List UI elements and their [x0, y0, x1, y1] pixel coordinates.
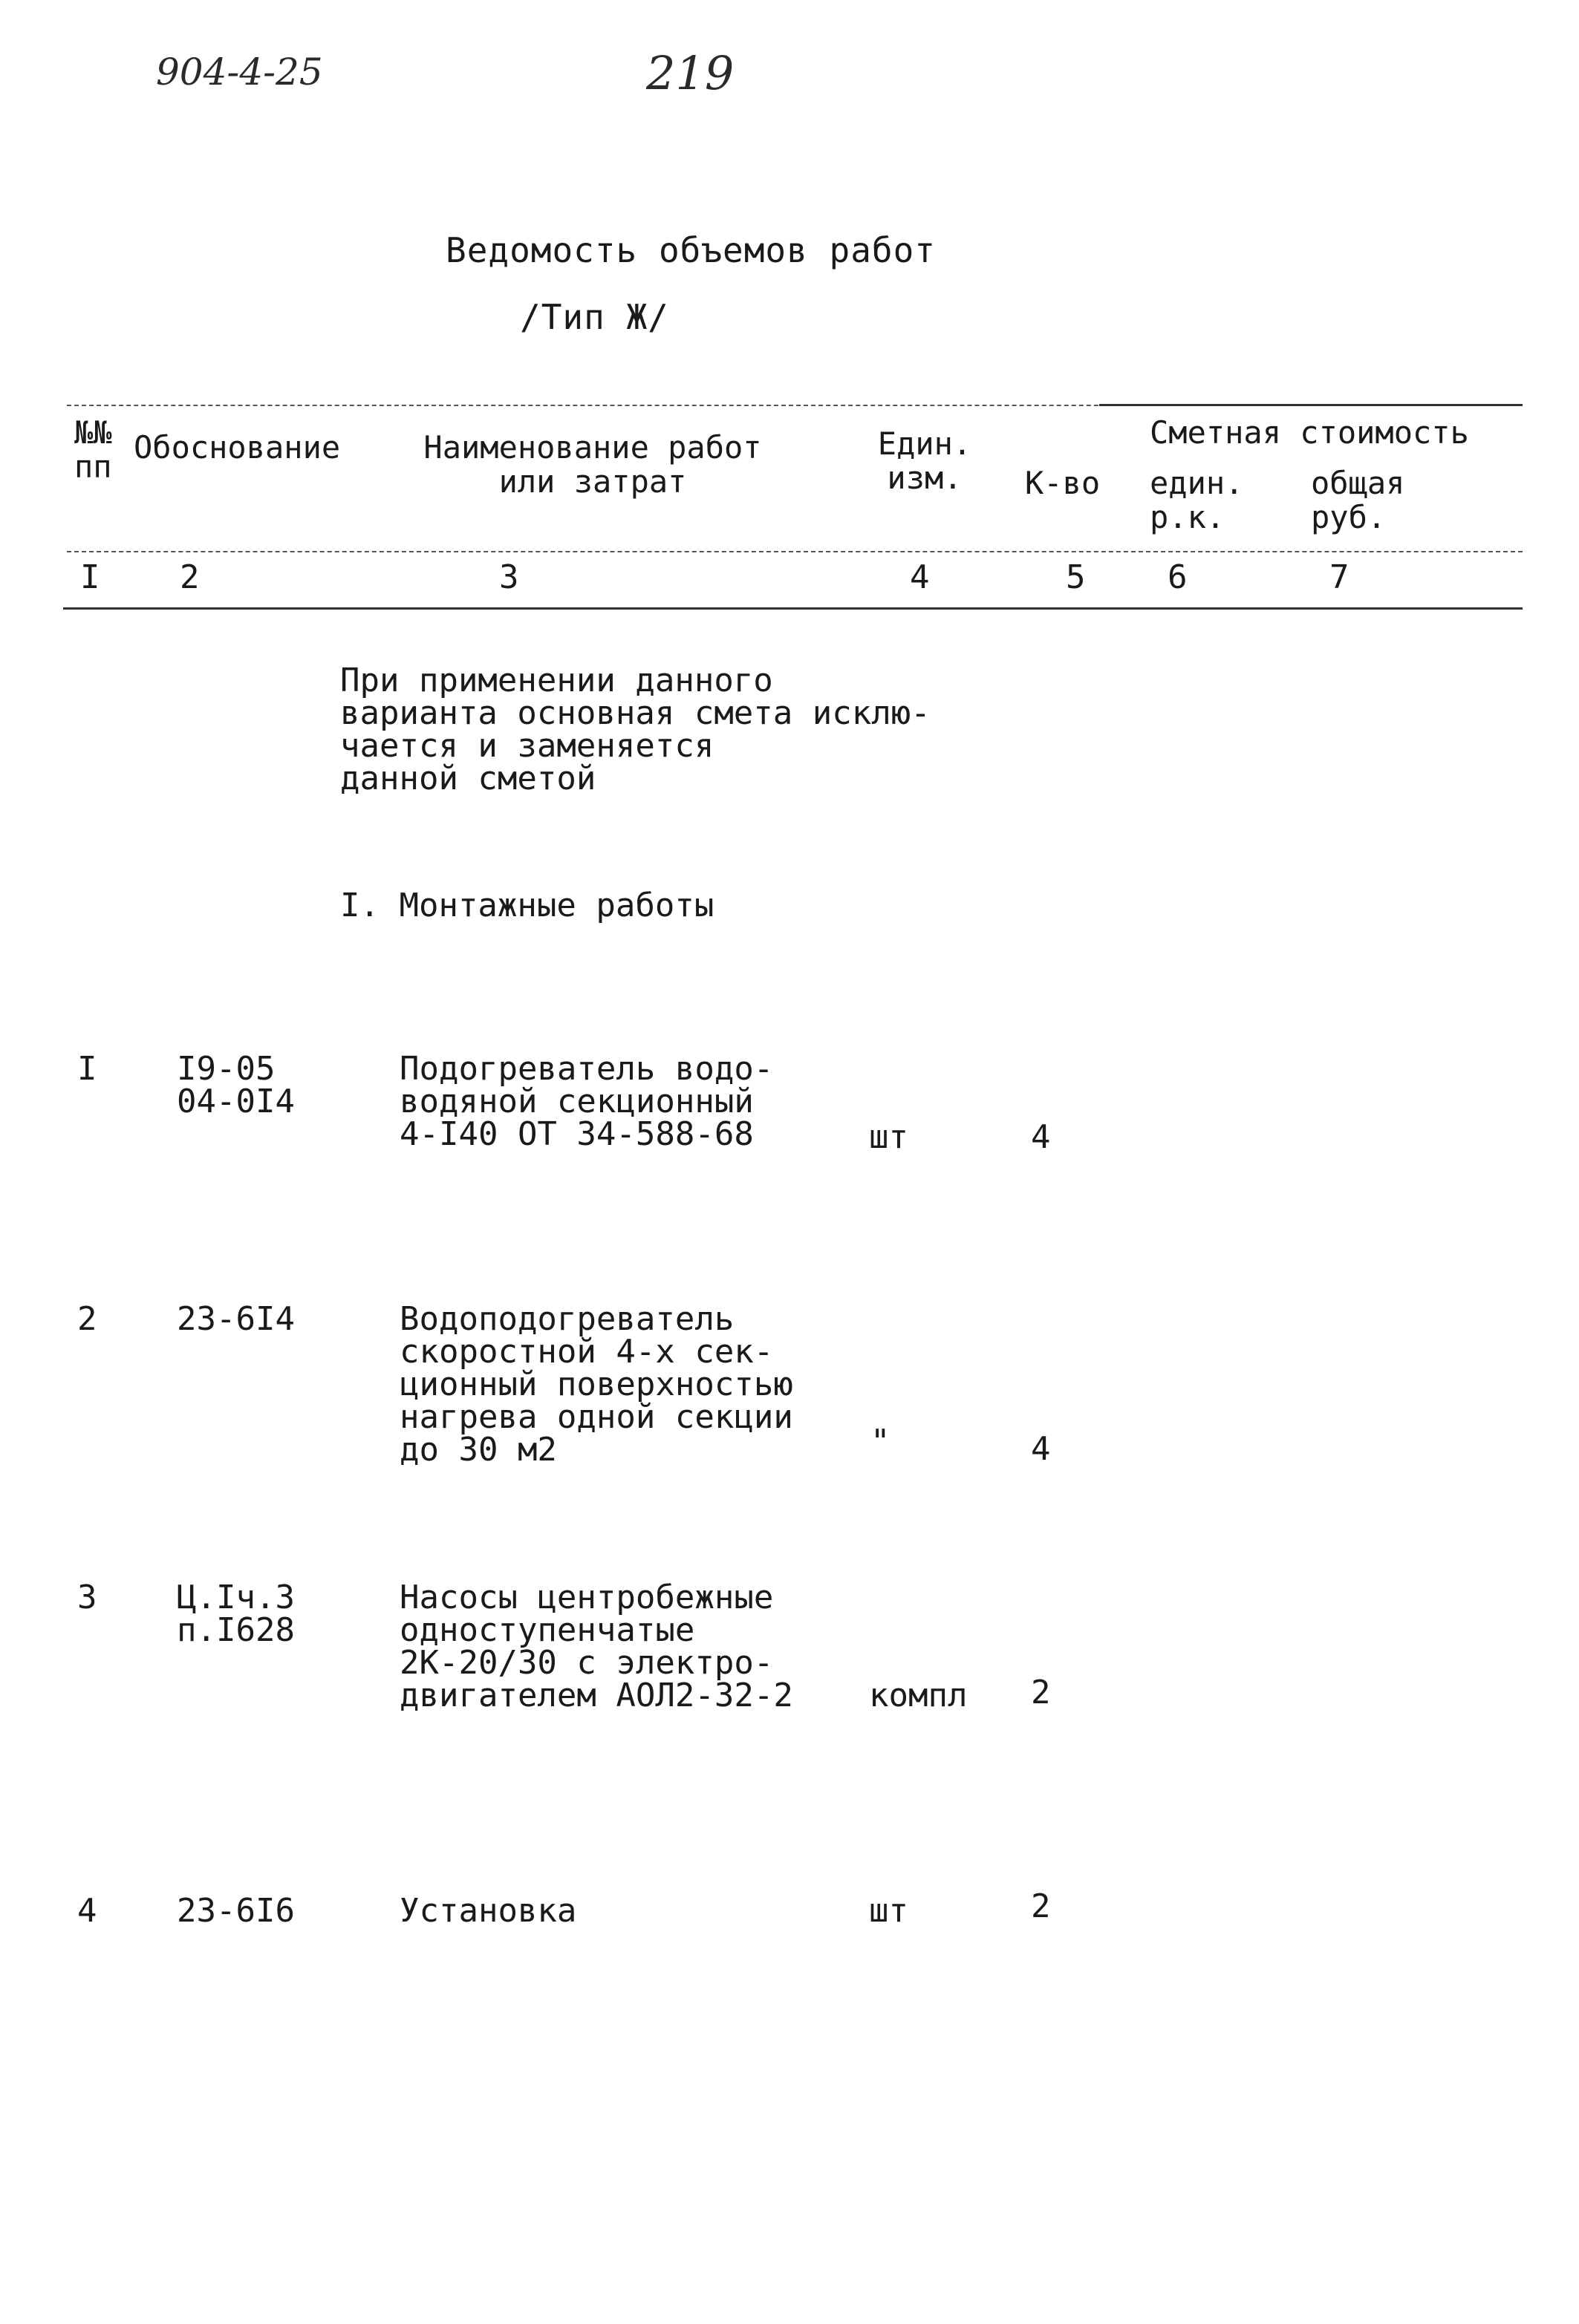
header-name: Наименование работ или затрат — [423, 429, 762, 500]
column-number: 6 — [1168, 558, 1188, 596]
header-mid-rule — [67, 551, 1523, 552]
handwritten-code: 904-4-25 — [156, 50, 323, 94]
row-qty: 4 — [1031, 1430, 1051, 1468]
header-cost-group: Сметная стоимость — [1150, 414, 1469, 451]
row-num: 2 — [77, 1300, 97, 1338]
row-num: I — [77, 1050, 97, 1088]
row-name: Установка — [400, 1892, 577, 1930]
handwritten-page-number: 219 — [646, 46, 735, 100]
document-subtitle: /Тип Ж/ — [520, 297, 669, 337]
header-unit-cost: един. р.к. — [1150, 465, 1244, 535]
column-number: 2 — [180, 558, 200, 596]
row-name: Подогреватель водо- водяной секционный 4-I40 ОТ 34-588-68 — [400, 1050, 774, 1153]
header-basis: Обоснование — [134, 429, 341, 466]
row-basis: I9-05 04-0I4 — [177, 1050, 295, 1120]
row-basis: 23-6I6 — [177, 1892, 295, 1930]
cost-group-rule — [1099, 404, 1523, 406]
column-number: 3 — [499, 558, 519, 596]
header-bottom-rule — [63, 607, 1523, 610]
row-unit: шт — [869, 1118, 908, 1156]
row-unit: " — [870, 1423, 891, 1460]
column-number: 5 — [1066, 558, 1086, 596]
row-qty: 4 — [1031, 1118, 1051, 1156]
row-name: Насосы центробежные одноступенчатые 2К-20/30 с электро- двигателем АОЛ2-32-2 — [400, 1579, 793, 1714]
row-basis: Ц.Iч.3 п.I628 — [177, 1579, 295, 1649]
row-unit: компл — [869, 1677, 968, 1714]
row-num: 3 — [77, 1579, 97, 1616]
header-total-cost: общая руб. — [1311, 465, 1405, 535]
document-title: Ведомость объемов работ — [446, 230, 936, 270]
row-basis: 23-6I4 — [177, 1300, 295, 1338]
column-number: 4 — [910, 558, 930, 596]
row-num: 4 — [77, 1892, 97, 1930]
row-qty: 2 — [1031, 1887, 1051, 1925]
header-num: №№ пп — [74, 414, 112, 485]
column-number: 7 — [1329, 558, 1350, 596]
header-unit: Един. изм. — [877, 425, 972, 496]
row-qty: 2 — [1031, 1674, 1051, 1711]
row-name: Водоподогреватель скоростной 4-х сек- ционный поверхностью нагрева одной секции до 30 м2 — [400, 1300, 793, 1469]
note-text: При применении данного варианта основная смета исклю- чается и заменяется данной сметой — [340, 662, 931, 797]
column-number: I — [80, 558, 100, 596]
row-unit: шт — [869, 1892, 908, 1930]
section-heading: I. Монтажные работы — [340, 887, 714, 924]
header-qty: К-во — [1025, 465, 1101, 501]
